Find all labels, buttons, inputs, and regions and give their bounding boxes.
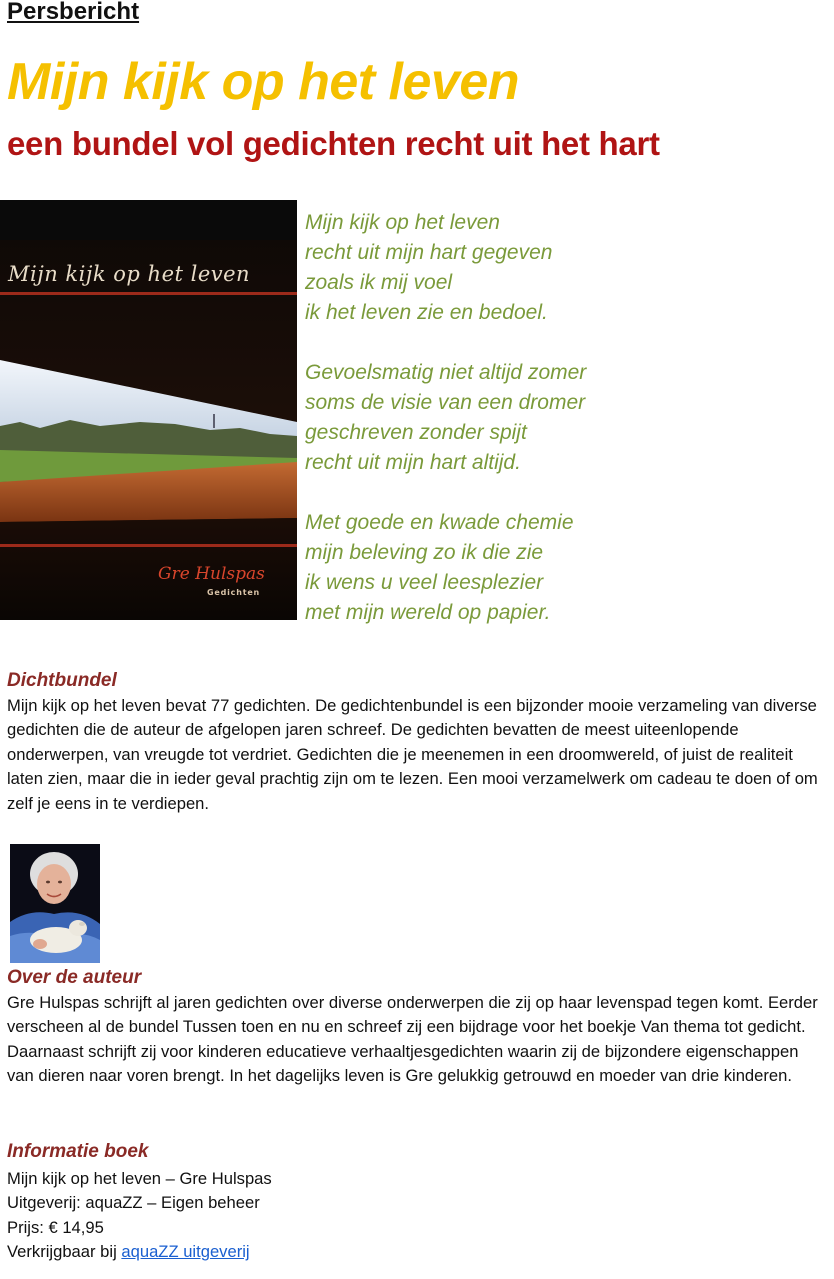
book-info-price: Prijs: € 14,95 [7, 1217, 104, 1237]
book-cover-author: Gre Hulspas [158, 564, 265, 584]
author-text: Gre Hulspas schrijft al jaren gedichten over diverse onderwerpen die zij op haar levenspad tegen komt. Eerder verscheen al de bundel Tussen toen en nu en schreef zij een bijdrage voor het boekje Van thema tot gedicht. Daarnaast schrijft zij voor kinderen educatieve verhaaltjesgedichten waarin zij de bijzondere eigenschappen van dieren naar voren brengt. In het dagelijks leven is Gre gelukkig getrouwd en moeder van drie kinderen. [7, 993, 818, 1086]
poem-line: met mijn wereld op papier. [305, 601, 551, 624]
page-subtitle: een bundel vol gedichten recht uit het hart [7, 125, 660, 162]
book-info-list [7, 1167, 272, 1265]
author-heading: Over de auteur [7, 967, 142, 988]
dichtbundel-text: Mijn kijk op het leven bevat 77 gedichten. De gedichtenbundel is een bijzonder mooie verzameling van diverse gedichten die de auteur de afgelopen jaren schreef. De gedichten bevatten de meest uiteenlopende onderwerpen, van vreugde tot verdriet. Gedichten die je meenemen in een droomwereld, of juist de realiteit laten zien, maar die in ieder geval prachtig zijn om te lezen. Een mooi verzamelwerk om cadeau te doen of om zelf je eens in te verdiepen. [7, 696, 818, 813]
publisher-link[interactable]: aquaZZ uitgeverij [121, 1242, 250, 1262]
poem-line: soms de visie van een dromer [305, 391, 586, 414]
poem-line: ik het leven zie en bedoel. [305, 301, 548, 324]
poem [305, 208, 586, 628]
poem-line: mijn beleving zo ik die zie [305, 541, 544, 564]
poem-line: recht uit mijn hart altijd. [305, 451, 521, 474]
poem-line: zoals ik mij voel [305, 271, 453, 294]
poem-line: ik wens u veel leesplezier [305, 571, 544, 594]
book-cover-subtitle: Gedichten [207, 588, 261, 597]
dichtbundel-heading: Dichtbundel [7, 670, 117, 691]
page-title: Mijn kijk op het leven [7, 53, 519, 111]
book-info-heading: Informatie boek [7, 1141, 149, 1162]
book-cover-title: Mijn kijk op het leven [8, 262, 251, 286]
poem-stanza [305, 358, 586, 478]
press-release-label: Persbericht [7, 0, 140, 25]
poem-stanza [305, 508, 586, 628]
availability-prefix: Verkrijgbaar bij [7, 1242, 117, 1262]
book-info-publisher: Uitgeverij: aquaZZ – Eigen beheer [7, 1193, 260, 1213]
poem-line: Met goede en kwade chemie [305, 511, 574, 534]
book-cover-image [0, 200, 297, 620]
book-info-title: Mijn kijk op het leven – Gre Hulspas [7, 1169, 272, 1188]
author-photo-artwork [10, 844, 100, 963]
poem-line: Mijn kijk op het leven [305, 211, 500, 234]
poem-line: recht uit mijn hart gegeven [305, 241, 553, 264]
poem-line: geschreven zonder spijt [305, 421, 527, 444]
author-photo [10, 844, 100, 963]
poem-line: Gevoelsmatig niet altijd zomer [305, 361, 587, 384]
book-info-availability [7, 1240, 272, 1264]
poem-stanza [305, 208, 586, 328]
